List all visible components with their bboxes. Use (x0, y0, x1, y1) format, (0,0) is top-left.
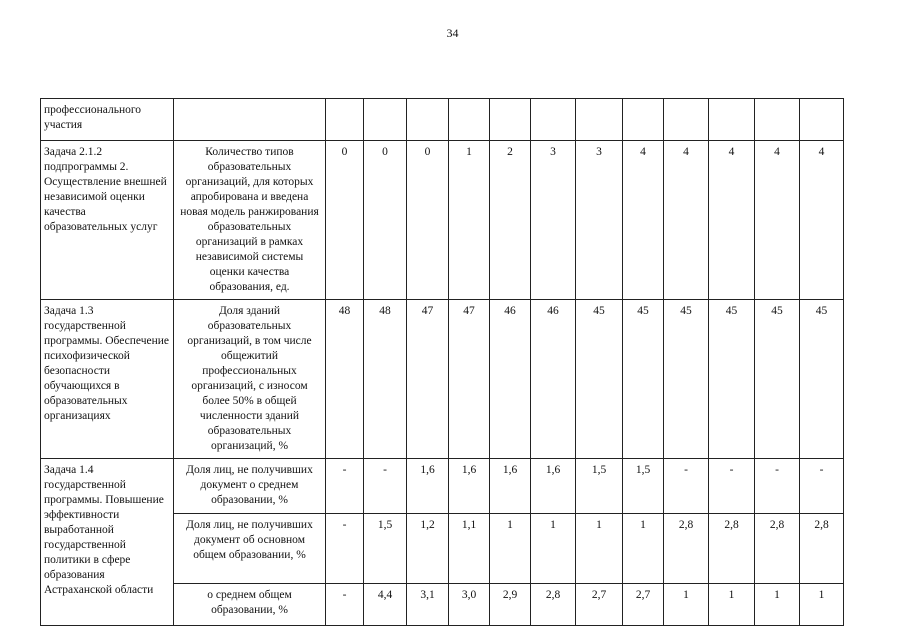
indicator-cell: Доля лиц, не получивших документ о среднем образовании, % (174, 459, 326, 514)
value-cell (364, 99, 407, 141)
value-cell: - (755, 459, 800, 514)
value-cell: 3 (576, 141, 623, 300)
value-cell: 1 (709, 584, 755, 626)
value-cell: 4 (709, 141, 755, 300)
value-cell (709, 99, 755, 141)
value-cell: 0 (364, 141, 407, 300)
value-cell: 2,9 (490, 584, 531, 626)
value-cell: 4 (623, 141, 664, 300)
value-cell: 2,8 (664, 514, 709, 584)
value-cell (531, 99, 576, 141)
value-cell: 3 (531, 141, 576, 300)
value-cell: - (709, 459, 755, 514)
value-cell: 1 (576, 514, 623, 584)
value-cell: 3,0 (449, 584, 490, 626)
value-cell (576, 99, 623, 141)
value-cell: 1,2 (407, 514, 449, 584)
value-cell: 1,6 (490, 459, 531, 514)
value-cell (407, 99, 449, 141)
table-row (41, 141, 844, 300)
value-cell: 0 (407, 141, 449, 300)
value-cell: - (326, 514, 364, 584)
value-cell: 1,6 (407, 459, 449, 514)
value-cell: - (326, 584, 364, 626)
indicator-cell: Доля лиц, не получивших документ об основном общем образовании, % (174, 514, 326, 584)
value-cell (623, 99, 664, 141)
value-cell (449, 99, 490, 141)
value-cell: 1 (490, 514, 531, 584)
value-cell: 4,4 (364, 584, 407, 626)
value-cell: 2,8 (755, 514, 800, 584)
value-cell: - (326, 459, 364, 514)
value-cell: 2 (490, 141, 531, 300)
page-number: 34 (446, 26, 459, 40)
table-row (41, 300, 844, 459)
value-cell: 46 (490, 300, 531, 459)
value-cell: 4 (800, 141, 844, 300)
value-cell: 45 (800, 300, 844, 459)
table-row (41, 459, 844, 514)
task-cell: Задача 2.1.2 подпрограммы 2. Осуществление внешней независимой оценки качества образовательных услуг (41, 141, 174, 300)
value-cell: 1,6 (531, 459, 576, 514)
value-cell: 45 (664, 300, 709, 459)
table-row (41, 99, 844, 141)
value-cell: 48 (364, 300, 407, 459)
value-cell: - (664, 459, 709, 514)
value-cell: 4 (755, 141, 800, 300)
value-cell: 45 (755, 300, 800, 459)
indicator-cell (174, 99, 326, 141)
value-cell: 1,6 (449, 459, 490, 514)
value-cell: 4 (664, 141, 709, 300)
value-cell: 45 (576, 300, 623, 459)
value-cell: 2,7 (623, 584, 664, 626)
value-cell: 45 (709, 300, 755, 459)
table-body (41, 99, 844, 626)
value-cell: 2,8 (531, 584, 576, 626)
value-cell (800, 99, 844, 141)
task-cell: Задача 1.4 государственной программы. Повышение эффективности выработанной государственной политики в сфере образования Астраханской области (41, 459, 174, 626)
value-cell: 45 (623, 300, 664, 459)
value-cell: - (800, 459, 844, 514)
indicators-table (40, 98, 844, 626)
value-cell (490, 99, 531, 141)
indicator-cell: Количество типов образовательных организаций, для которых апробирована и введена новая модель ранжирования образовательных организаций в рамках независимой системы оценки качества образования, ед. (174, 141, 326, 300)
value-cell: 1 (664, 584, 709, 626)
value-cell: 1,5 (364, 514, 407, 584)
value-cell (664, 99, 709, 141)
value-cell: 1 (531, 514, 576, 584)
value-cell: 2,7 (576, 584, 623, 626)
value-cell (755, 99, 800, 141)
indicator-cell: Доля зданий образовательных организаций, в том числе общежитий профессиональных организаций, с износом более 50% в общей численности зданий образовательных организаций, % (174, 300, 326, 459)
value-cell: 2,8 (800, 514, 844, 584)
task-cell: Задача 1.3 государственной программы. Обеспечение психофизической безопасности обучающихся в образовательных организациях (41, 300, 174, 459)
value-cell: 1 (449, 141, 490, 300)
value-cell: 2,8 (709, 514, 755, 584)
value-cell: 46 (531, 300, 576, 459)
value-cell: 1,5 (576, 459, 623, 514)
value-cell: 47 (449, 300, 490, 459)
value-cell: 3,1 (407, 584, 449, 626)
value-cell: 48 (326, 300, 364, 459)
value-cell: 1,5 (623, 459, 664, 514)
indicator-cell: о среднем общем образовании, % (174, 584, 326, 626)
value-cell: - (364, 459, 407, 514)
value-cell: 1 (800, 584, 844, 626)
value-cell: 1,1 (449, 514, 490, 584)
value-cell: 1 (755, 584, 800, 626)
value-cell (326, 99, 364, 141)
value-cell: 47 (407, 300, 449, 459)
value-cell: 0 (326, 141, 364, 300)
value-cell: 1 (623, 514, 664, 584)
task-cell: профессионального участия (41, 99, 174, 141)
